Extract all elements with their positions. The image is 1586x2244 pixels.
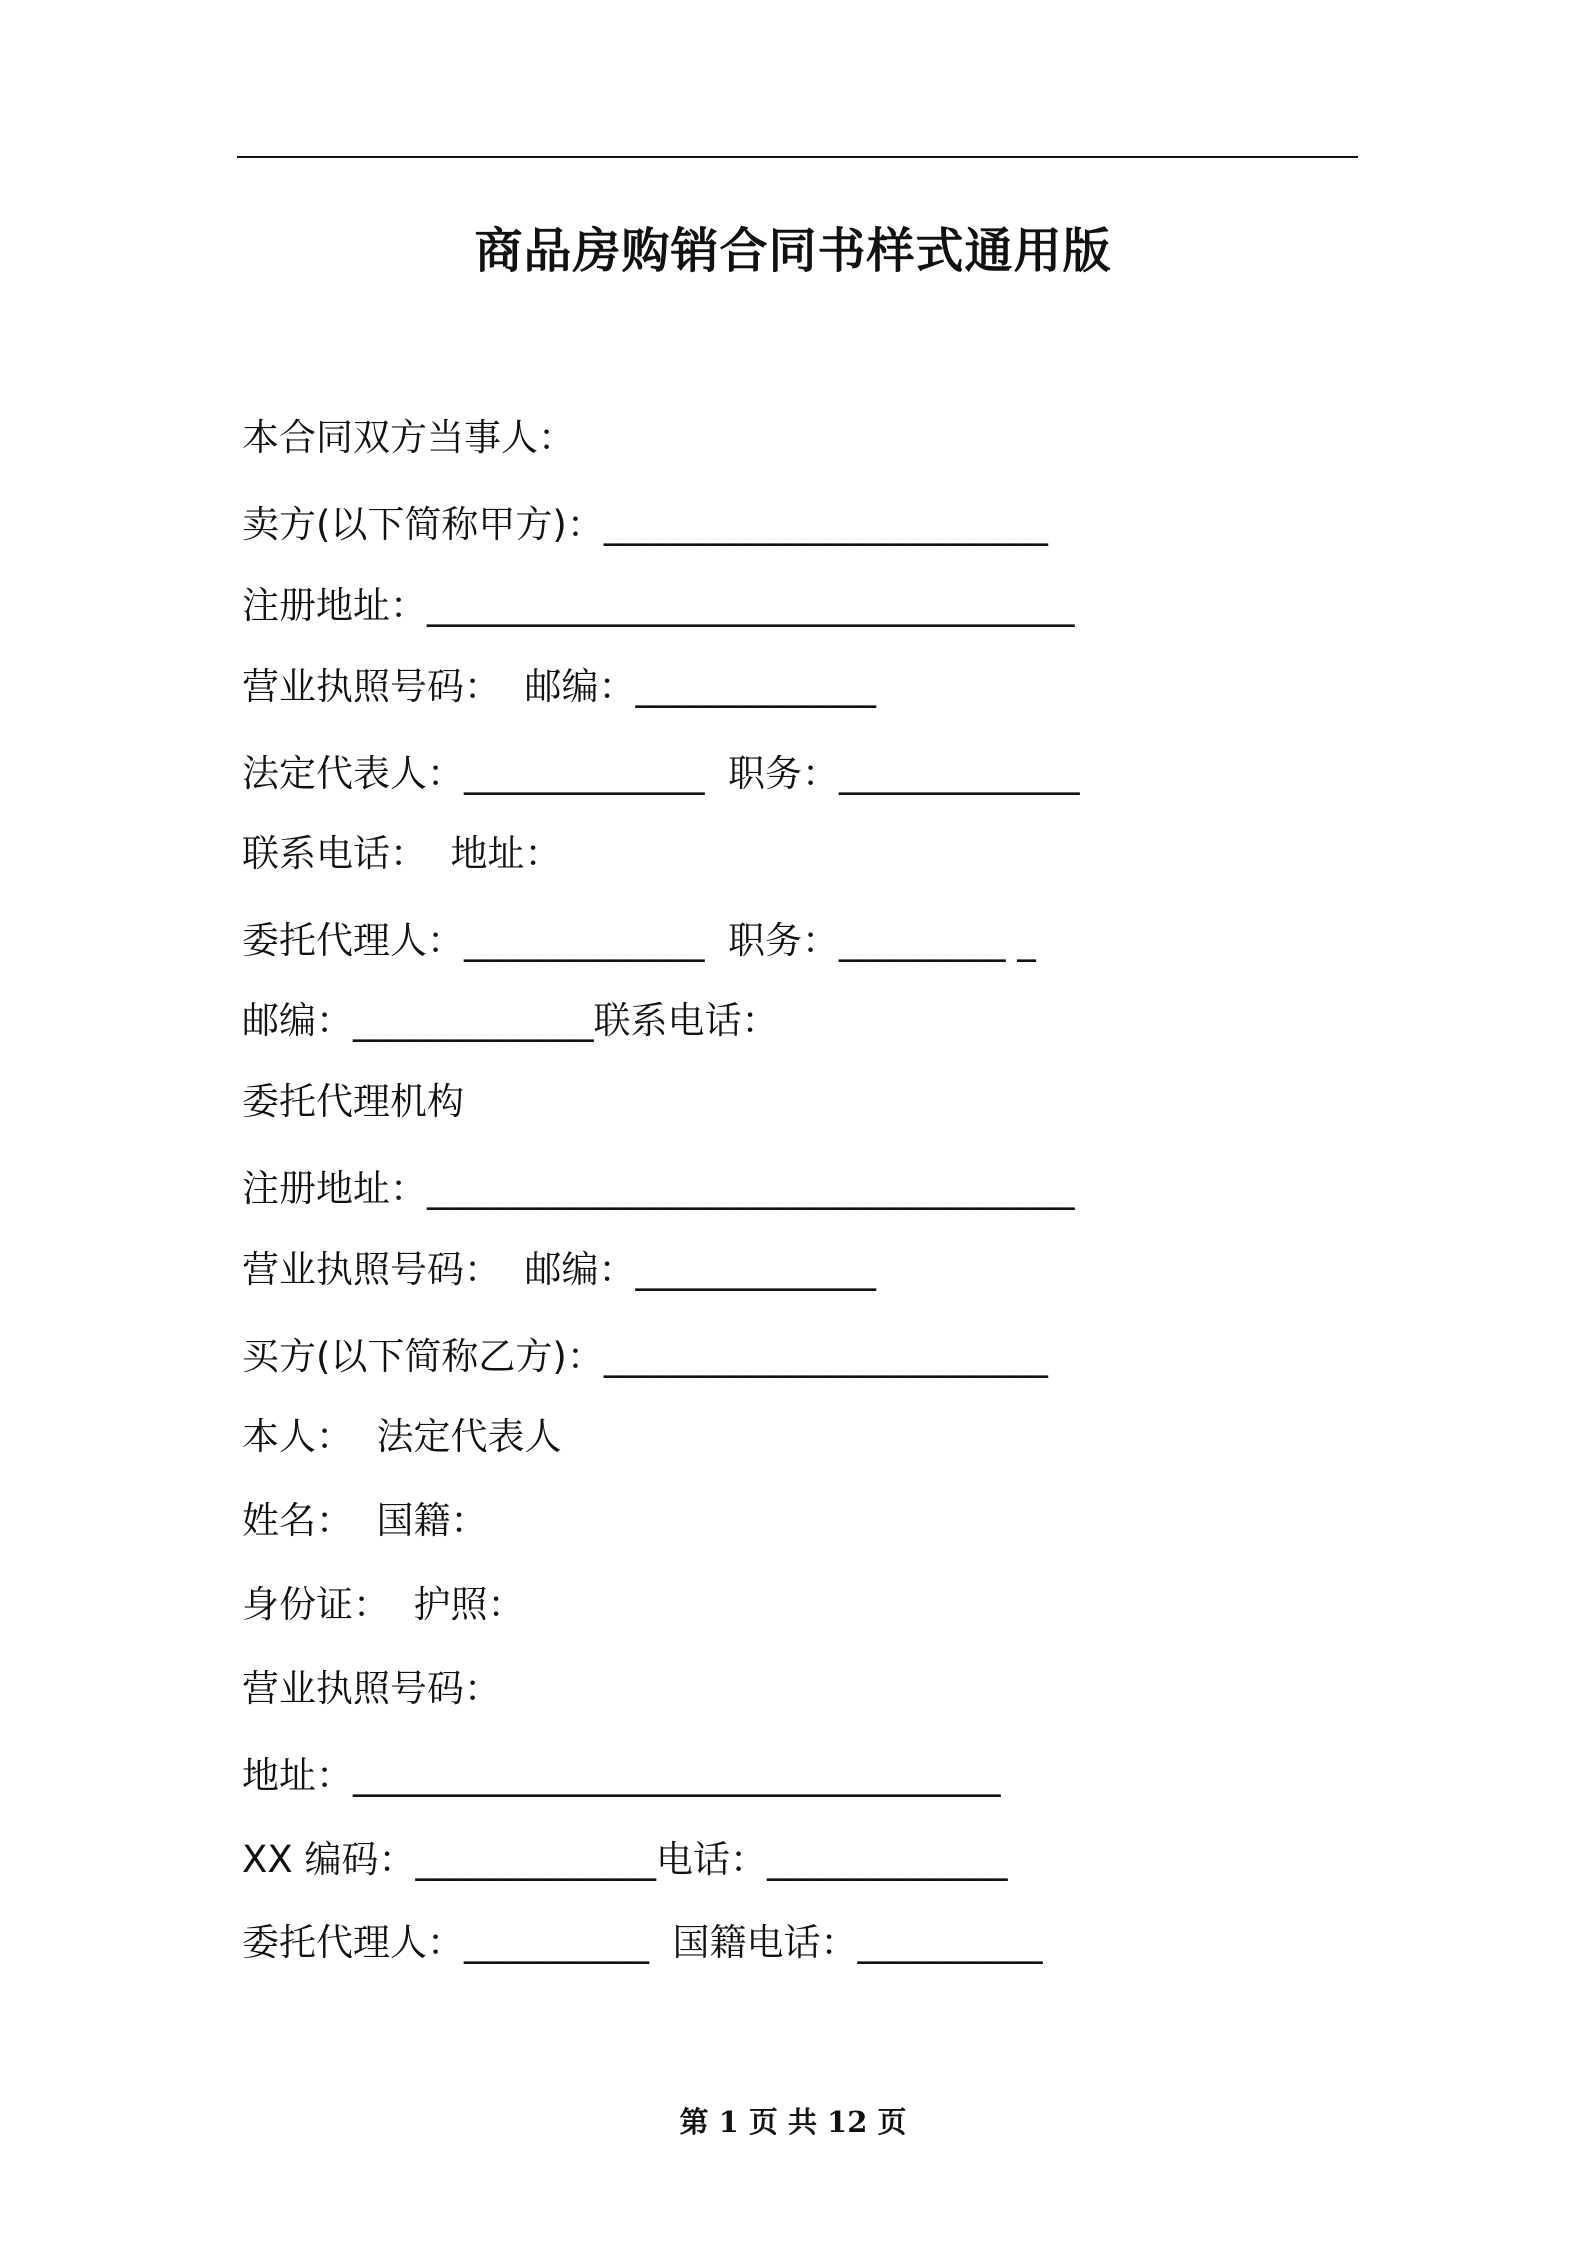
header-rule — [237, 156, 1358, 158]
buyer-name-nationality: 姓名： 国籍： — [242, 1499, 488, 1542]
page-number: 第 1 页 共 12 页 — [679, 2105, 907, 2139]
buyer-line: 买方(以下简称乙方)：________________________ — [242, 1335, 1048, 1378]
seller-phone-address: 联系电话： 地址： — [242, 832, 562, 875]
seller-legal-rep: 法定代表人：_____________ 职务：_____________ — [242, 752, 1080, 795]
seller-agent: 委托代理人：_____________ 职务：_________ _ — [242, 919, 1036, 962]
agency-heading: 委托代理机构 — [242, 1080, 464, 1123]
seller-agent-postcode-phone: 邮编：_____________联系电话： — [242, 999, 779, 1042]
buyer-address: 地址：___________________________________ — [242, 1754, 1001, 1797]
seller-license-postcode: 营业执照号码： 邮编：_____________ — [242, 665, 877, 708]
buyer-code-phone: XX 编码：_____________电话：_____________ — [242, 1838, 1008, 1881]
document-title: 商品房购销合同书样式通用版 — [474, 223, 1112, 279]
buyer-type: 本人： 法定代表人 — [242, 1415, 562, 1458]
buyer-license: 营业执照号码： — [242, 1667, 501, 1710]
buyer-id-passport: 身份证： 护照： — [242, 1583, 525, 1626]
buyer-agent: 委托代理人：__________ 国籍电话：__________ — [242, 1921, 1043, 1964]
parties-heading: 本合同双方当事人： — [242, 416, 575, 459]
agency-registered-address: 注册地址：___________________________________ — [242, 1167, 1075, 1210]
seller-line: 卖方(以下简称甲方)：________________________ — [242, 503, 1048, 546]
seller-registered-address: 注册地址：___________________________________ — [242, 584, 1075, 627]
agency-license-postcode: 营业执照号码： 邮编：_____________ — [242, 1248, 877, 1291]
